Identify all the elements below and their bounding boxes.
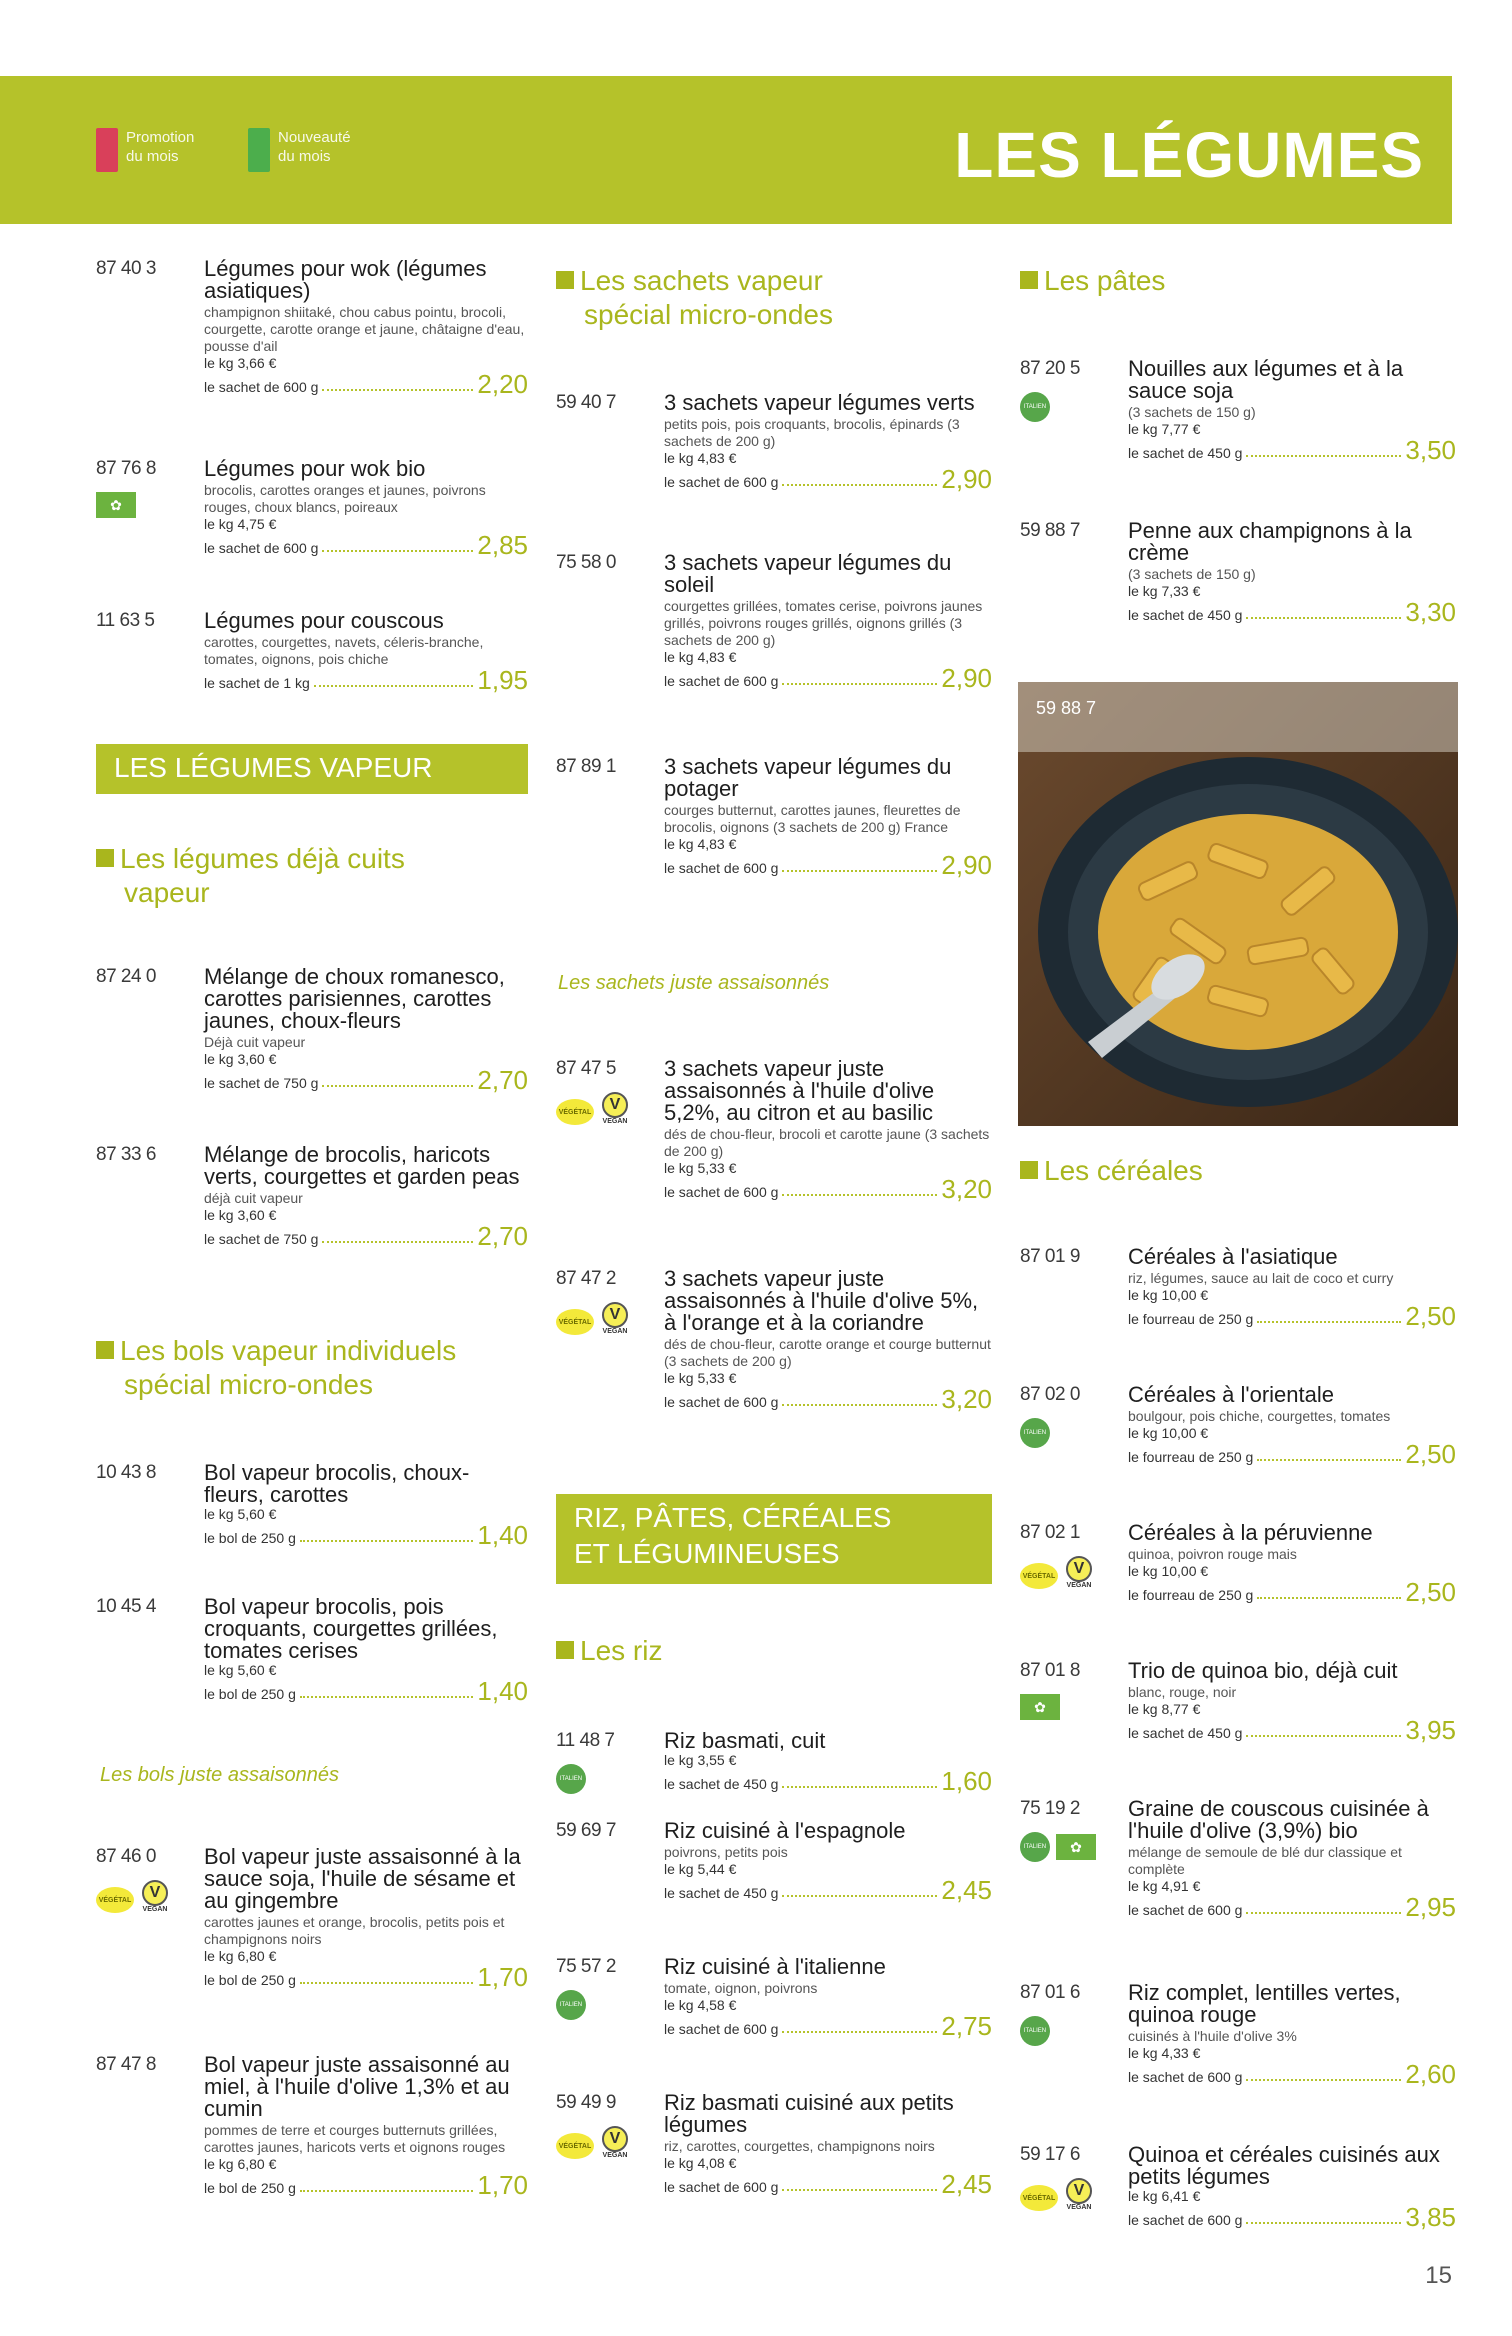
product-name: Penne aux champignons à la crème xyxy=(1128,518,1412,565)
product-unit: le sachet de 600 g xyxy=(664,673,779,689)
product-unit: le sachet de 750 g xyxy=(204,1231,319,1247)
product-unit: le sachet de 750 g xyxy=(204,1075,319,1091)
product-kg-price: le kg 5,60 € xyxy=(204,1506,277,1522)
product-desc: courgettes grillées, tomates cerise, poivrons jaunes grillés, poivrons rouges grillés, oignons grillés (3 sachets de 200 g) xyxy=(664,598,983,648)
product-desc: pommes de terre et courges butternuts grillées, carottes jaunes, haricots verts et oignons rouges xyxy=(204,2122,506,2155)
product-price: 2,90 xyxy=(941,464,992,494)
product-kg-price: le kg 5,33 € xyxy=(664,1160,737,1176)
product-unit: le sachet de 1 kg xyxy=(204,675,310,691)
legend-promotion xyxy=(96,128,194,172)
product-price: 2,50 xyxy=(1405,1577,1456,1607)
product-desc: riz, légumes, sauce au lait de coco et curry xyxy=(1128,1270,1394,1286)
product-unit: le sachet de 450 g xyxy=(664,1776,779,1792)
product-desc: (3 sachets de 150 g) xyxy=(1128,566,1256,582)
product-name: Céréales à la péruvienne xyxy=(1128,1520,1373,1545)
page-title: LES LÉGUMES xyxy=(954,119,1424,191)
product-ref: 11 63 5 xyxy=(96,610,155,631)
product-ref: 87 01 8 xyxy=(1020,1660,1080,1681)
legend-label: Promotion xyxy=(126,129,195,146)
product-desc: (3 sachets de 150 g) xyxy=(1128,404,1256,420)
product-kg-price: le kg 4,83 € xyxy=(664,649,737,665)
product-name: Légumes pour wok (légumes asiatiques) xyxy=(204,256,487,303)
product-kg-price: le kg 4,33 € xyxy=(1128,2045,1201,2061)
product-ref: 10 43 8 xyxy=(96,1462,156,1483)
product-ref: 87 76 8 xyxy=(96,458,156,479)
column-2 xyxy=(556,250,992,2250)
product-name: Riz cuisiné à l'italienne xyxy=(664,1954,886,1979)
product-price: 2,75 xyxy=(941,2011,992,2041)
product-price: 1,60 xyxy=(941,1766,992,1796)
product-unit: le sachet de 450 g xyxy=(1128,445,1243,461)
bio-leaf-icon: ✿ xyxy=(96,492,136,518)
product-desc: dés de chou-fleur, brocoli et carotte jaune (3 sachets de 200 g) xyxy=(664,1126,990,1159)
product-price: 1,70 xyxy=(477,1962,528,1992)
product-unit: le sachet de 600 g xyxy=(664,2179,779,2195)
product-kg-price: le kg 4,58 € xyxy=(664,1997,737,2013)
product-price: 3,30 xyxy=(1405,597,1456,627)
product-price: 3,95 xyxy=(1405,1715,1456,1745)
product-price: 1,40 xyxy=(477,1520,528,1550)
italian-label-icon: ITALIEN xyxy=(1020,2016,1050,2046)
product-unit: le sachet de 600 g xyxy=(1128,2212,1243,2228)
section-heading: Les bols vapeur individuels spécial micro-ondes xyxy=(96,1334,456,1402)
product-desc: carottes, courgettes, navets, céleris-branche, tomates, oignons, pois chiche xyxy=(204,634,484,667)
product-desc: dés de chou-fleur, carotte orange et courge butternut (3 sachets de 200 g) xyxy=(664,1336,991,1369)
product-ref: 75 19 2 xyxy=(1020,1798,1080,1819)
product-name: 3 sachets vapeur légumes verts xyxy=(664,390,975,415)
product-price: 2,50 xyxy=(1405,1439,1456,1469)
product-kg-price: le kg 4,83 € xyxy=(664,450,737,466)
product-price: 3,20 xyxy=(941,1174,992,1204)
product-name: Mélange de brocolis, haricots verts, courgettes et garden peas xyxy=(204,1142,520,1189)
vegan-icon: V VEGAN xyxy=(1064,2178,1094,2218)
product-desc: riz, carottes, courgettes, champignons noirs xyxy=(664,2138,935,2154)
legend-nouveaute xyxy=(248,128,351,172)
product-name: Mélange de choux romanesco, carottes parisiennes, carottes jaunes, choux-fleurs xyxy=(204,964,505,1033)
product-ref: 11 48 7 xyxy=(556,1730,615,1751)
product-name: 3 sachets vapeur juste assaisonnés à l'huile d'olive 5,2%, au citron et au basilic xyxy=(664,1056,935,1125)
product-desc: tomate, oignon, poivrons xyxy=(664,1980,818,1996)
product-name: Légumes pour wok bio xyxy=(204,456,426,481)
italian-label-icon: ITALIEN xyxy=(1020,1832,1050,1862)
product-price: 1,95 xyxy=(477,665,528,695)
product-name: 3 sachets vapeur juste assaisonnés à l'huile d'olive 5%, à l'orange et à la coriandre xyxy=(664,1266,979,1335)
section-heading: Les riz xyxy=(556,1634,662,1668)
product-desc: courges butternut, carottes jaunes, fleurettes de brocolis, oignons (3 sachets de 200 g) France xyxy=(664,802,961,835)
section-heading: Les légumes déjà cuits vapeur xyxy=(96,842,405,910)
product-price: 2,60 xyxy=(1405,2059,1456,2089)
product-kg-price: le kg 10,00 € xyxy=(1128,1287,1209,1303)
product-kg-price: le kg 10,00 € xyxy=(1128,1425,1209,1441)
product-unit: le sachet de 600 g xyxy=(1128,1902,1243,1918)
product-price: 2,45 xyxy=(941,1875,992,1905)
column-1 xyxy=(96,250,528,2250)
product-name: Légumes pour couscous xyxy=(204,608,444,633)
product-ref: 87 02 1 xyxy=(1020,1522,1080,1543)
product-kg-price: le kg 5,44 € xyxy=(664,1861,737,1877)
legend-label: du mois xyxy=(278,148,331,165)
promotion-swatch xyxy=(96,128,118,172)
section-heading: Les sachets vapeur spécial micro-ondes xyxy=(556,264,833,332)
product-desc: quinoa, poivron rouge mais xyxy=(1128,1546,1297,1562)
product-desc: Déjà cuit vapeur xyxy=(204,1034,306,1050)
section-heading: Les pâtes xyxy=(1020,264,1165,298)
product-desc: mélange de semoule de blé dur classique et complète xyxy=(1128,1844,1402,1877)
product-ref: 87 47 2 xyxy=(556,1268,616,1289)
product-unit: le fourreau de 250 g xyxy=(1128,1449,1254,1465)
product-name: Bol vapeur juste assaisonné à la sauce soja, l'huile de sésame et au gingembre xyxy=(204,1844,521,1913)
section-heading: Les céréales xyxy=(1020,1154,1203,1188)
product-unit: le sachet de 450 g xyxy=(664,1885,779,1901)
product-name: Bol vapeur brocolis, pois croquants, courgettes grillées, tomates cerises xyxy=(204,1594,498,1663)
italian-label-icon: ITALIEN xyxy=(556,1990,586,2020)
product-unit: le sachet de 600 g xyxy=(664,474,779,490)
vegetal-icon: VÉGÉTAL xyxy=(556,1099,594,1125)
penne-dish-photo xyxy=(1018,682,1458,1126)
product-price: 2,70 xyxy=(477,1221,528,1251)
product-price: 3,20 xyxy=(941,1384,992,1414)
vegetal-icon: VÉGÉTAL xyxy=(1020,1563,1058,1589)
product-kg-price: le kg 4,08 € xyxy=(664,2155,737,2171)
product-unit: le fourreau de 250 g xyxy=(1128,1311,1254,1327)
legend-label: du mois xyxy=(126,148,179,165)
product-name: Quinoa et céréales cuisinés aux petits légumes xyxy=(1128,2142,1440,2189)
vegan-icon: V VEGAN xyxy=(600,2126,630,2166)
product-desc: cuisinés à l'huile d'olive 3% xyxy=(1128,2028,1297,2044)
penne-bowl-illustration xyxy=(1018,682,1458,1126)
product-price: 2,90 xyxy=(941,850,992,880)
product-price: 2,50 xyxy=(1405,1301,1456,1331)
vegan-icon: V VEGAN xyxy=(1064,1556,1094,1596)
product-kg-price: le kg 4,91 € xyxy=(1128,1878,1201,1894)
subsection-label: Les sachets juste assaisonnés xyxy=(558,972,830,994)
product-ref: 59 69 7 xyxy=(556,1820,616,1841)
product-unit: le sachet de 450 g xyxy=(1128,607,1243,623)
product-price: 1,40 xyxy=(477,1676,528,1706)
product-desc: carottes jaunes et orange, brocolis, petits pois et champignons noirs xyxy=(204,1914,505,1947)
product-price: 3,50 xyxy=(1405,435,1456,465)
product-desc: blanc, rouge, noir xyxy=(1128,1684,1237,1700)
product-price: 2,90 xyxy=(941,663,992,693)
product-price: 2,70 xyxy=(477,1065,528,1095)
product-ref: 75 58 0 xyxy=(556,552,616,573)
vegetal-icon: VÉGÉTAL xyxy=(96,1887,134,1913)
product-price: 3,85 xyxy=(1405,2202,1456,2232)
product-kg-price: le kg 5,33 € xyxy=(664,1370,737,1386)
subsection-label: Les bols juste assaisonnés xyxy=(100,1764,340,1786)
vegan-icon: V VEGAN xyxy=(600,1092,630,1132)
page-number: 15 xyxy=(1425,2262,1452,2289)
product-ref: 87 89 1 xyxy=(556,756,616,777)
product-kg-price: le kg 7,33 € xyxy=(1128,583,1201,599)
product-kg-price: le kg 7,77 € xyxy=(1128,421,1201,437)
product-desc: petits pois, pois croquants, brocolis, épinards (3 sachets de 200 g) xyxy=(664,416,960,449)
product-kg-price: le kg 4,83 € xyxy=(664,836,737,852)
product-ref: 87 47 5 xyxy=(556,1058,616,1079)
italian-label-icon: ITALIEN xyxy=(1020,392,1050,422)
product-unit: le sachet de 600 g xyxy=(664,1184,779,1200)
product-name: Céréales à l'asiatique xyxy=(1128,1244,1338,1269)
product-ref: 87 01 6 xyxy=(1020,1982,1080,2003)
product-ref: 87 47 8 xyxy=(96,2054,156,2075)
product-desc: champignon shiitaké, chou cabus pointu, brocoli, courgette, carotte orange et jaune, châtaigne d'eau, pousse d'ail xyxy=(204,304,525,354)
vegan-icon: V VEGAN xyxy=(600,1302,630,1342)
product-unit: le bol de 250 g xyxy=(204,1972,296,1988)
product-ref: 87 40 3 xyxy=(96,258,156,279)
product-unit: le sachet de 600 g xyxy=(664,1394,779,1410)
header-banner xyxy=(0,76,1452,224)
product-kg-price: le kg 5,60 € xyxy=(204,1662,277,1678)
product-name: Graine de couscous cuisinée à l'huile d'olive (3,9%) bio xyxy=(1128,1796,1429,1843)
product-desc: poivrons, petits pois xyxy=(664,1844,788,1860)
product-kg-price: le kg 8,77 € xyxy=(1128,1701,1201,1717)
column-3 xyxy=(1020,250,1456,2250)
nouveaute-swatch xyxy=(248,128,270,172)
product-name: 3 sachets vapeur légumes du soleil xyxy=(664,550,952,597)
product-name: Bol vapeur brocolis, choux-fleurs, carottes xyxy=(204,1460,470,1507)
bio-leaf-icon: ✿ xyxy=(1056,1834,1096,1860)
product-unit: le bol de 250 g xyxy=(204,1686,296,1702)
product-desc: brocolis, carottes oranges et jaunes, poivrons rouges, choux blancs, poireaux xyxy=(204,482,486,515)
product-price: 2,20 xyxy=(477,369,528,399)
product-name: Riz basmati cuisiné aux petits légumes xyxy=(664,2090,954,2137)
product-name: Nouilles aux légumes et à la sauce soja xyxy=(1128,356,1404,403)
section-bar-riz-pates: RIZ, PÂTES, CÉRÉALES ET LÉGUMINEUSES xyxy=(556,1494,992,1584)
product-kg-price: le kg 3,66 € xyxy=(204,355,277,371)
product-kg-price: le kg 3,60 € xyxy=(204,1051,277,1067)
photo-ref: 59 88 7 xyxy=(1036,698,1097,718)
product-desc: boulgour, pois chiche, courgettes, tomates xyxy=(1128,1408,1391,1424)
legend-label: Nouveauté xyxy=(278,129,351,146)
section-bar-legumes-vapeur: LES LÉGUMES VAPEUR xyxy=(96,744,528,794)
product-unit: le bol de 250 g xyxy=(204,1530,296,1546)
product-ref: 59 40 7 xyxy=(556,392,616,413)
vegetal-icon: VÉGÉTAL xyxy=(556,1309,594,1335)
product-unit: le sachet de 600 g xyxy=(664,2021,779,2037)
product-desc: déjà cuit vapeur xyxy=(204,1190,303,1206)
product-name: Riz basmati, cuit xyxy=(664,1728,826,1753)
product-ref: 59 17 6 xyxy=(1020,2144,1080,2165)
product-name: 3 sachets vapeur légumes du potager xyxy=(664,754,952,801)
product-ref: 87 46 0 xyxy=(96,1846,156,1867)
product-name: Trio de quinoa bio, déjà cuit xyxy=(1128,1658,1398,1683)
product-price: 2,85 xyxy=(477,530,528,560)
product-unit: le sachet de 600 g xyxy=(204,379,319,395)
product-price: 1,70 xyxy=(477,2170,528,2200)
product-price: 2,45 xyxy=(941,2169,992,2199)
product-ref: 87 33 6 xyxy=(96,1144,156,1165)
product-ref: 87 02 0 xyxy=(1020,1384,1080,1405)
product-name: Riz cuisiné à l'espagnole xyxy=(664,1818,906,1843)
product-ref: 87 01 9 xyxy=(1020,1246,1080,1267)
product-price: 2,95 xyxy=(1405,1892,1456,1922)
product-unit: le sachet de 600 g xyxy=(1128,2069,1243,2085)
product-kg-price: le kg 10,00 € xyxy=(1128,1563,1209,1579)
product-unit: le bol de 250 g xyxy=(204,2180,296,2196)
product-name: Bol vapeur juste assaisonné au miel, à l'huile d'olive 1,3% et au cumin xyxy=(204,2052,510,2121)
product-ref: 87 20 5 xyxy=(1020,358,1080,379)
product-kg-price: le kg 6,41 € xyxy=(1128,2188,1201,2204)
product-kg-price: le kg 3,55 € xyxy=(664,1752,737,1768)
product-unit: le sachet de 600 g xyxy=(664,860,779,876)
bio-leaf-icon: ✿ xyxy=(1020,1694,1060,1720)
product-unit: le sachet de 600 g xyxy=(204,540,319,556)
vegetal-icon: VÉGÉTAL xyxy=(556,2133,594,2159)
product-unit: le sachet de 450 g xyxy=(1128,1725,1243,1741)
product-ref: 59 49 9 xyxy=(556,2092,616,2113)
product-kg-price: le kg 3,60 € xyxy=(204,1207,277,1223)
product-ref: 10 45 4 xyxy=(96,1596,156,1617)
italian-label-icon: ITALIEN xyxy=(556,1764,586,1794)
product-kg-price: le kg 6,80 € xyxy=(204,1948,277,1964)
product-ref: 87 24 0 xyxy=(96,966,156,987)
vegetal-icon: VÉGÉTAL xyxy=(1020,2185,1058,2211)
product-kg-price: le kg 6,80 € xyxy=(204,2156,277,2172)
product-ref: 59 88 7 xyxy=(1020,520,1080,541)
product-name: Riz complet, lentilles vertes, quinoa rouge xyxy=(1128,1980,1401,2027)
product-ref: 75 57 2 xyxy=(556,1956,616,1977)
product-kg-price: le kg 4,75 € xyxy=(204,516,277,532)
italian-label-icon: ITALIEN xyxy=(1020,1418,1050,1448)
vegan-icon: V VEGAN xyxy=(140,1880,170,1920)
product-unit: le fourreau de 250 g xyxy=(1128,1587,1254,1603)
product-name: Céréales à l'orientale xyxy=(1128,1382,1334,1407)
